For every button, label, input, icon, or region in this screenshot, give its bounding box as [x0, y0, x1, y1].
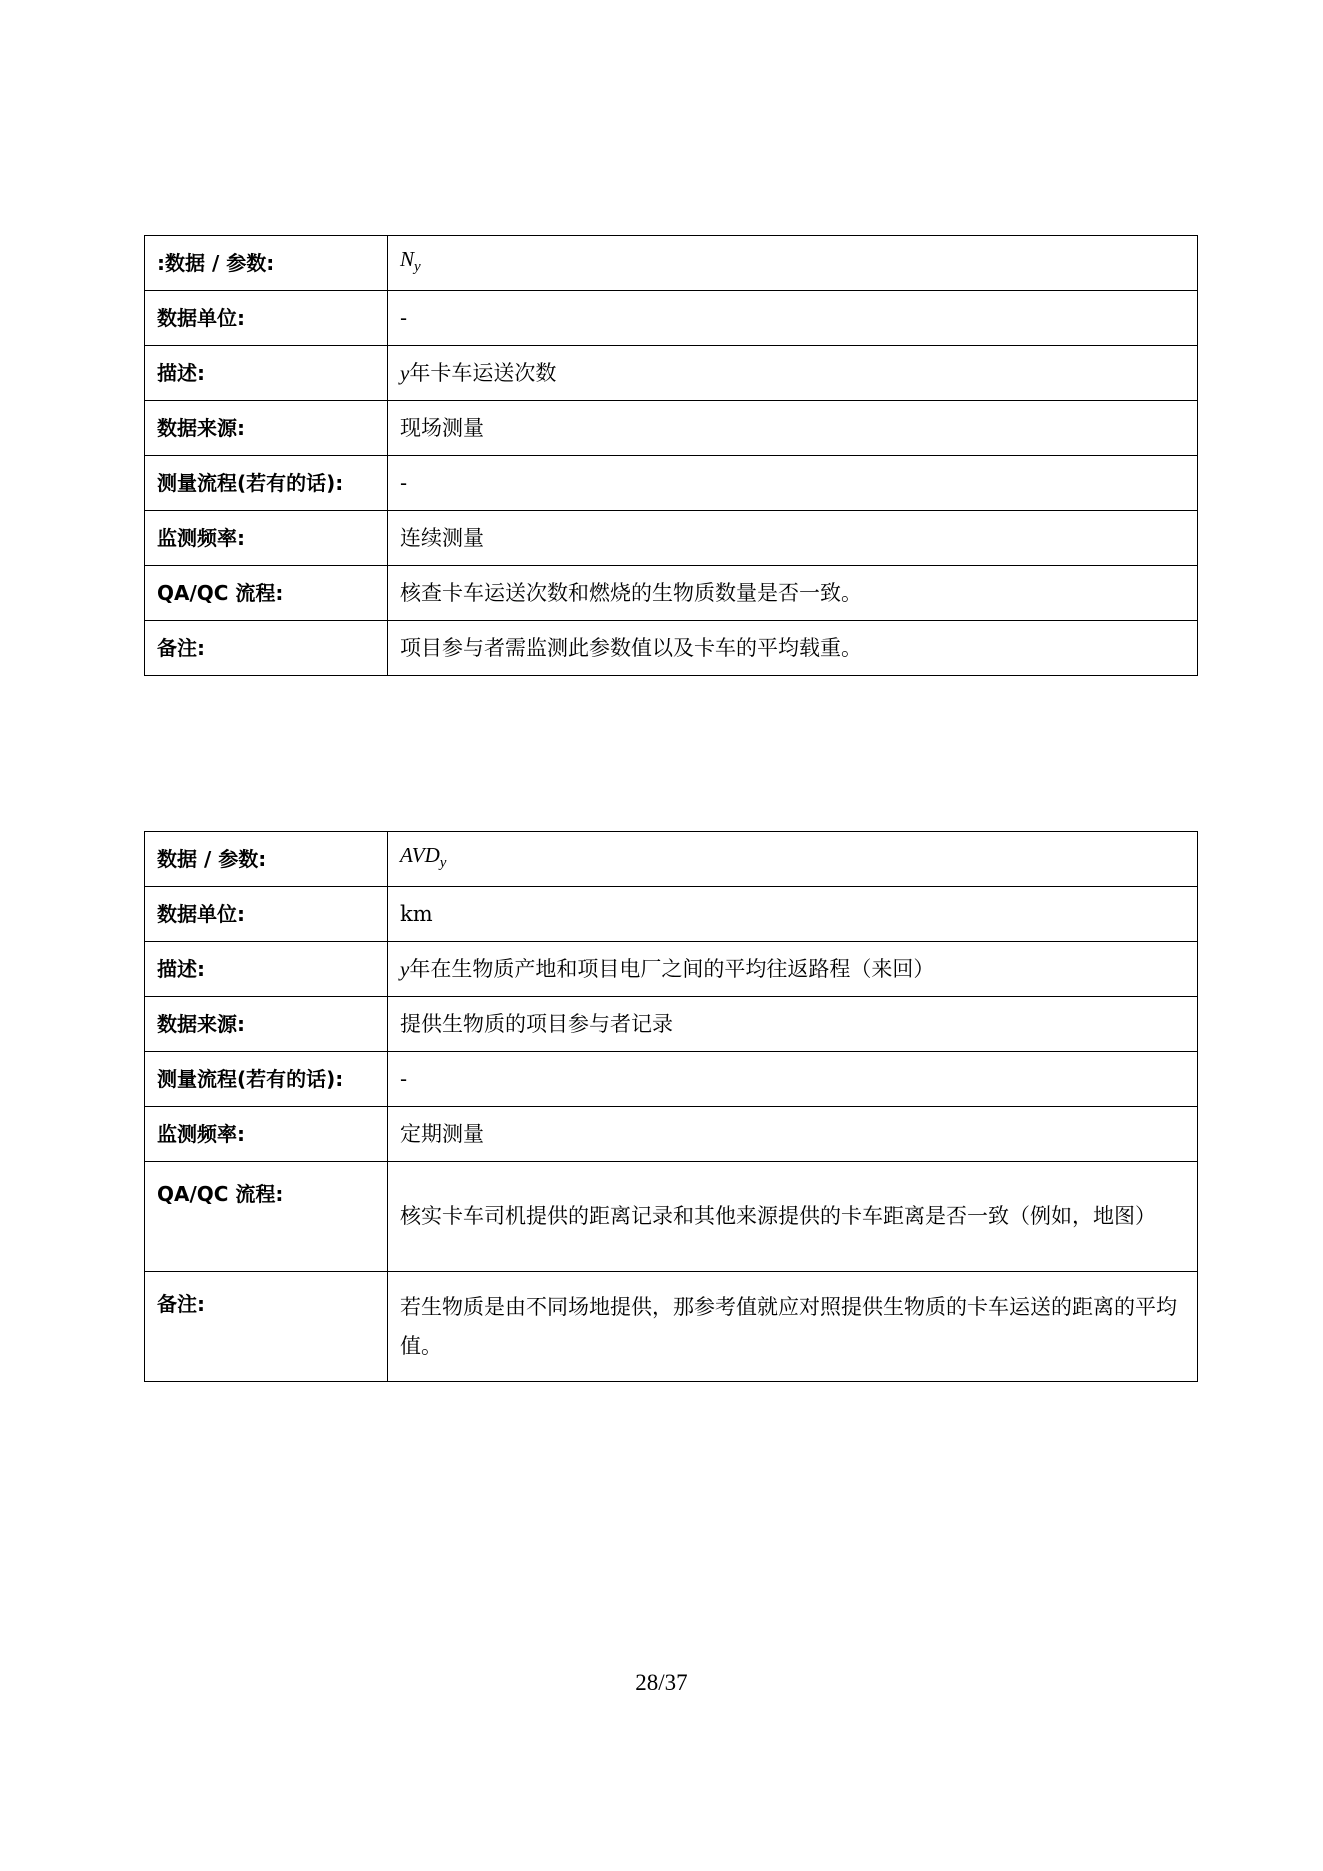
symbol-main: N: [400, 246, 415, 271]
row-label: 备注:: [145, 1272, 388, 1382]
row-label: 监测频率:: [145, 511, 388, 566]
row-value: -: [388, 1052, 1198, 1107]
table-row: [145, 1272, 1198, 1382]
row-label: 描述:: [145, 346, 388, 401]
table-row: [145, 511, 1198, 566]
parameter-symbol: [388, 236, 1198, 291]
table-row: [145, 1052, 1198, 1107]
row-label: 描述:: [145, 942, 388, 997]
row-value: 若生物质是由不同场地提供，那参考值就应对照提供生物质的卡车运送的距离的平均值。: [388, 1272, 1198, 1382]
row-label: 数据单位:: [145, 291, 388, 346]
row-value: 项目参与者需监测此参数值以及卡车的平均载重。: [388, 621, 1198, 676]
year-symbol: y: [400, 360, 410, 385]
table-row: [145, 456, 1198, 511]
table-row: [145, 621, 1198, 676]
row-label: 测量流程(若有的话):: [145, 1052, 388, 1107]
row-value: 提供生物质的项目参与者记录: [388, 997, 1198, 1052]
symbol-main: AVD: [400, 842, 440, 867]
description-text: 年卡车运送次数: [409, 360, 557, 385]
table-row: [145, 887, 1198, 942]
row-value: [388, 942, 1198, 997]
table-row: [145, 942, 1198, 997]
table-row: [145, 346, 1198, 401]
table-row: [145, 401, 1198, 456]
row-value: 现场测量: [388, 401, 1198, 456]
row-label: 数据来源:: [145, 997, 388, 1052]
table-row: [145, 236, 1198, 291]
row-label: 监测频率:: [145, 1107, 388, 1162]
page-number: 28/37: [635, 1670, 688, 1695]
row-label: QA/QC 流程:: [145, 1162, 388, 1272]
row-value: 连续测量: [388, 511, 1198, 566]
row-value: -: [388, 291, 1198, 346]
table-row: [145, 291, 1198, 346]
row-label: :数据 / 参数:: [145, 236, 388, 291]
year-symbol: y: [400, 956, 410, 981]
parameter-symbol: [388, 832, 1198, 887]
row-value: 定期测量: [388, 1107, 1198, 1162]
description-text: 年在生物质产地和项目电厂之间的平均往返路程（来回）: [409, 956, 935, 981]
symbol-subscript: y: [439, 854, 447, 871]
row-label: QA/QC 流程:: [145, 566, 388, 621]
table-row: [145, 1107, 1198, 1162]
table-row: [145, 832, 1198, 887]
row-label: 备注:: [145, 621, 388, 676]
table-row: [145, 566, 1198, 621]
row-label: 数据 / 参数:: [145, 832, 388, 887]
table-row: [145, 1162, 1198, 1272]
table-row: [145, 997, 1198, 1052]
row-value: 核实卡车司机提供的距离记录和其他来源提供的卡车距离是否一致（例如，地图）: [388, 1162, 1198, 1272]
row-value: 核查卡车运送次数和燃烧的生物质数量是否一致。: [388, 566, 1198, 621]
row-label: 测量流程(若有的话):: [145, 456, 388, 511]
row-label: 数据来源:: [145, 401, 388, 456]
symbol-subscript: y: [414, 258, 421, 275]
parameter-table-avd: [144, 831, 1198, 1382]
row-value: km: [388, 887, 1198, 942]
row-value: -: [388, 456, 1198, 511]
row-label: 数据单位:: [145, 887, 388, 942]
row-value: [388, 346, 1198, 401]
parameter-table-ny: [144, 235, 1198, 676]
